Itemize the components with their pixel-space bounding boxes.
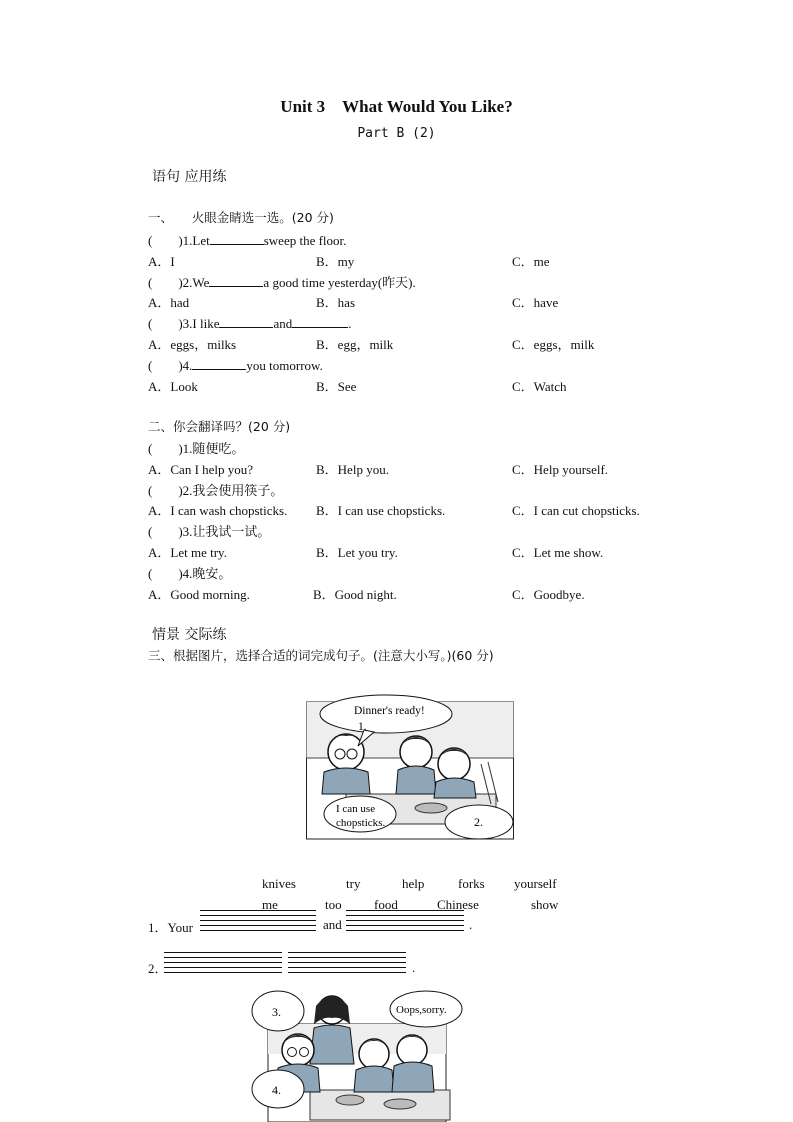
word-bank-item: Chinese xyxy=(437,897,479,912)
part3-heading: 三、根据图片，选择合适的词完成句子。(注意大小写。)(60 分) xyxy=(148,648,494,663)
bubble-text: chopsticks. xyxy=(336,817,386,829)
stem-text: you tomorrow. xyxy=(246,358,323,373)
option-a: A．I xyxy=(148,254,175,269)
option-b: B．Good night. xyxy=(313,587,397,602)
word-bank-item: food xyxy=(374,897,398,912)
mother-figure xyxy=(310,996,354,1064)
question-stem xyxy=(148,355,323,374)
answer-lines[interactable] xyxy=(200,910,316,935)
part2-heading: 二、你会翻译吗？(20 分) xyxy=(148,419,291,434)
bubble-text: Dinner's ready! xyxy=(354,705,425,717)
dinner-picture-2 xyxy=(250,988,466,1122)
question-stem xyxy=(148,230,346,249)
answer-blank[interactable] xyxy=(219,316,273,328)
answer-blank[interactable] xyxy=(209,275,263,287)
option-a: A．eggs，milks xyxy=(148,337,237,352)
option-c: C．I can cut chopsticks. xyxy=(512,503,640,518)
stem-text: ( )1.Let xyxy=(148,233,210,248)
question-stem: ( )1.随便吃。 xyxy=(148,441,245,456)
word-bank-item: show xyxy=(531,897,559,912)
bubble-number: 3. xyxy=(272,1005,281,1019)
question-stem: ( )2.我会使用筷子。 xyxy=(148,483,284,498)
option-b: B．See xyxy=(316,379,357,394)
item-2-label: 2． xyxy=(148,961,168,976)
item-2-period: . xyxy=(412,960,416,975)
bubble-text: I can use xyxy=(336,803,376,815)
option-a: A．Let me try. xyxy=(148,545,227,560)
dinner-picture-1 xyxy=(306,694,514,840)
item-1-label: 1．Your xyxy=(148,920,193,935)
question-stem xyxy=(148,272,416,291)
bubble-number: 1. xyxy=(358,721,367,733)
part1-heading: 一、 火眼金睛选一选。(20 分) xyxy=(148,210,334,225)
option-a: A．I can wash chopsticks. xyxy=(148,503,288,518)
stem-text: . xyxy=(348,316,352,331)
question-stem: ( )4.晚安。 xyxy=(148,566,232,581)
word-bank-item: too xyxy=(325,897,342,912)
option-a: A．Can I help you? xyxy=(148,462,254,477)
option-a: A．Good morning. xyxy=(148,587,250,602)
item-1-and: and xyxy=(323,917,342,932)
page-subtitle: Part B (2) xyxy=(357,126,436,141)
option-c: C．Help yourself. xyxy=(512,462,609,477)
option-b: B．has xyxy=(316,295,356,310)
section-title-2: 情景 交际练 xyxy=(152,627,227,643)
bubble-text: Oops,sorry. xyxy=(396,1004,447,1016)
option-c: C．Let me show. xyxy=(512,545,604,560)
section-title-1: 语句 应用练 xyxy=(152,169,227,185)
answer-lines[interactable] xyxy=(288,952,406,977)
answer-lines[interactable] xyxy=(346,910,464,935)
option-b: B．Let you try. xyxy=(316,545,398,560)
bubble-number: 4. xyxy=(272,1083,281,1097)
option-c: C．Watch xyxy=(512,379,567,394)
option-b: B．I can use chopsticks. xyxy=(316,503,446,518)
answer-blank[interactable] xyxy=(292,316,348,328)
word-bank-item: me xyxy=(262,897,278,912)
option-a: A．had xyxy=(148,295,190,310)
answer-blank[interactable] xyxy=(210,233,264,245)
bubble-number: 2. xyxy=(474,815,483,829)
word-bank-item: forks xyxy=(458,876,485,891)
question-stem xyxy=(148,313,352,332)
word-bank-item: yourself xyxy=(514,876,557,891)
option-c: C．eggs，milk xyxy=(512,337,595,352)
option-b: B．egg，milk xyxy=(316,337,394,352)
stem-text: sweep the floor. xyxy=(263,233,347,248)
word-bank-item: knives xyxy=(262,876,296,891)
option-c: C．Goodbye. xyxy=(512,587,585,602)
option-c: C．me xyxy=(512,254,550,269)
option-a: A．Look xyxy=(148,379,198,394)
answer-lines[interactable] xyxy=(164,952,282,977)
question-stem: ( )3.让我试一试。 xyxy=(148,524,271,539)
answer-blank[interactable] xyxy=(192,358,246,370)
word-bank-item: try xyxy=(346,876,361,891)
stem-text: and xyxy=(273,316,293,331)
stem-text: ( )3.I like xyxy=(148,316,220,331)
stem-text: ( )2.We xyxy=(148,275,210,290)
option-c: C．have xyxy=(512,295,559,310)
page-title: Unit 3 What Would You Like? xyxy=(280,97,513,116)
option-b: B．Help you. xyxy=(316,462,389,477)
option-b: B．my xyxy=(316,254,355,269)
item-1-period: . xyxy=(469,917,473,932)
stem-text: a good time yesterday(昨天). xyxy=(263,275,416,290)
word-bank-item: help xyxy=(402,876,425,891)
stem-text: ( )4. xyxy=(148,358,193,373)
